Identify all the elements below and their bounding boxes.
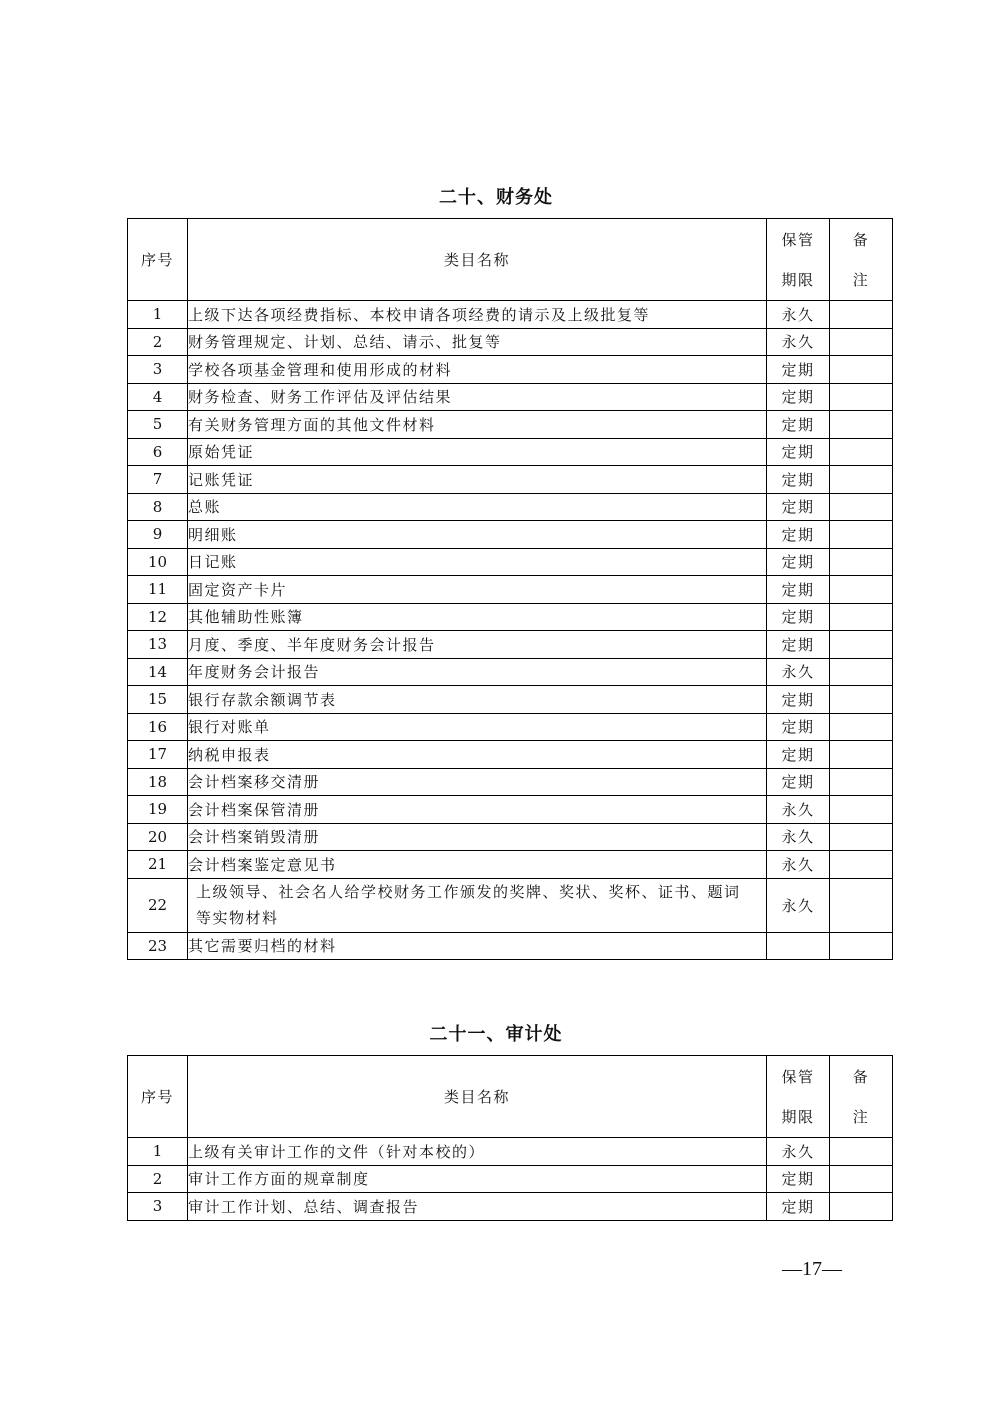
row-term: 定期 [767, 686, 830, 714]
table-header-row [128, 1056, 893, 1138]
row-num: 17 [128, 741, 188, 769]
row-num: 20 [128, 823, 188, 851]
row-note [830, 301, 893, 329]
table-row [128, 576, 893, 604]
row-num: 21 [128, 851, 188, 879]
row-num: 16 [128, 713, 188, 741]
row-term: 定期 [767, 631, 830, 659]
row-name-line2: 等实物材料 [196, 909, 279, 927]
row-num: 3 [128, 1193, 188, 1221]
row-note [830, 851, 893, 879]
row-num: 14 [128, 658, 188, 686]
row-term: 定期 [767, 713, 830, 741]
audit-records-table [127, 1055, 893, 1221]
row-term: 定期 [767, 383, 830, 411]
row-term: 定期 [767, 521, 830, 549]
header-note [830, 1056, 893, 1138]
row-name: 月度、季度、半年度财务会计报告 [188, 631, 767, 659]
row-term: 定期 [767, 466, 830, 494]
table-row [128, 301, 893, 329]
row-term: 定期 [767, 356, 830, 384]
row-note [830, 383, 893, 411]
header-term-line2: 期限 [781, 1107, 815, 1126]
row-note [830, 713, 893, 741]
table-row [128, 768, 893, 796]
header-note-line2: 注 [852, 1107, 870, 1126]
row-num: 19 [128, 796, 188, 824]
row-note [830, 548, 893, 576]
row-name: 银行对账单 [188, 713, 767, 741]
header-note-line1: 备 [852, 230, 870, 249]
row-num: 23 [128, 932, 188, 960]
row-num: 5 [128, 411, 188, 439]
row-term: 定期 [767, 768, 830, 796]
header-num: 序号 [128, 1056, 188, 1138]
row-name: 原始凭证 [188, 438, 767, 466]
row-note [830, 741, 893, 769]
row-name: 财务管理规定、计划、总结、请示、批复等 [188, 328, 767, 356]
row-name: 记账凭证 [188, 466, 767, 494]
row-num: 18 [128, 768, 188, 796]
row-num: 2 [128, 1165, 188, 1193]
table-row [128, 603, 893, 631]
table-row [128, 1193, 893, 1221]
row-name: 固定资产卡片 [188, 576, 767, 604]
table-row [128, 741, 893, 769]
row-name: 上级下达各项经费指标、本校申请各项经费的请示及上级批复等 [188, 301, 767, 329]
row-note [830, 686, 893, 714]
row-name: 学校各项基金管理和使用形成的材料 [188, 356, 767, 384]
row-num: 9 [128, 521, 188, 549]
row-note [830, 1165, 893, 1193]
row-name: 财务检查、财务工作评估及评估结果 [188, 383, 767, 411]
row-name: 会计档案保管清册 [188, 796, 767, 824]
row-name: 其它需要归档的材料 [188, 932, 767, 960]
table-row [128, 713, 893, 741]
row-name: 会计档案移交清册 [188, 768, 767, 796]
row-name: 会计档案销毁清册 [188, 823, 767, 851]
row-term: 定期 [767, 576, 830, 604]
row-note [830, 796, 893, 824]
row-term: 定期 [767, 1193, 830, 1221]
page-number: —17— [782, 1258, 842, 1280]
row-note [830, 932, 893, 960]
row-num: 6 [128, 438, 188, 466]
row-note [830, 631, 893, 659]
table-row [128, 438, 893, 466]
header-note-line2: 注 [852, 270, 870, 289]
row-name: 总账 [188, 493, 767, 521]
header-note [830, 219, 893, 301]
row-term: 定期 [767, 438, 830, 466]
table-row [128, 493, 893, 521]
table-row [128, 356, 893, 384]
row-term: 定期 [767, 548, 830, 576]
section-title-audit: 二十一、审计处 [429, 1024, 563, 1045]
table-row [128, 383, 893, 411]
row-num: 7 [128, 466, 188, 494]
row-term [767, 932, 830, 960]
row-note [830, 1193, 893, 1221]
row-term: 定期 [767, 1165, 830, 1193]
row-name-line1: 上级领导、社会名人给学校财务工作颁发的奖牌、奖状、奖杯、证书、题词 [196, 883, 741, 901]
row-note [830, 878, 893, 932]
row-num: 8 [128, 493, 188, 521]
row-term: 永久 [767, 301, 830, 329]
table-row [128, 851, 893, 879]
row-name: 审计工作方面的规章制度 [188, 1165, 767, 1193]
row-note [830, 768, 893, 796]
row-term: 定期 [767, 603, 830, 631]
row-num: 1 [128, 301, 188, 329]
table-row [128, 658, 893, 686]
row-name: 其他辅助性账簿 [188, 603, 767, 631]
row-note [830, 521, 893, 549]
row-note [830, 411, 893, 439]
row-term: 永久 [767, 878, 830, 932]
row-term: 永久 [767, 796, 830, 824]
table-row [128, 631, 893, 659]
row-num: 2 [128, 328, 188, 356]
table-row [128, 796, 893, 824]
row-name: 银行存款余额调节表 [188, 686, 767, 714]
row-note [830, 466, 893, 494]
row-num: 4 [128, 383, 188, 411]
header-term [767, 219, 830, 301]
header-term-line1: 保管 [781, 230, 815, 249]
row-term: 永久 [767, 328, 830, 356]
row-term: 永久 [767, 1138, 830, 1166]
row-name: 审计工作计划、总结、调查报告 [188, 1193, 767, 1221]
row-name [188, 878, 767, 932]
finance-records-table [127, 218, 893, 960]
row-note [830, 823, 893, 851]
table-row [128, 521, 893, 549]
header-term-line1: 保管 [781, 1067, 815, 1086]
header-note-line1: 备 [852, 1067, 870, 1086]
header-name: 类目名称 [188, 219, 767, 301]
row-name: 有关财务管理方面的其他文件材料 [188, 411, 767, 439]
row-name: 明细账 [188, 521, 767, 549]
row-term: 定期 [767, 411, 830, 439]
row-num: 11 [128, 576, 188, 604]
row-note [830, 356, 893, 384]
table-row [128, 328, 893, 356]
header-num: 序号 [128, 219, 188, 301]
row-name: 纳税申报表 [188, 741, 767, 769]
table-row [128, 411, 893, 439]
table-row [128, 1165, 893, 1193]
table-row [128, 1138, 893, 1166]
row-term: 永久 [767, 851, 830, 879]
row-num: 1 [128, 1138, 188, 1166]
table-row [128, 932, 893, 960]
row-term: 定期 [767, 741, 830, 769]
row-name: 日记账 [188, 548, 767, 576]
table-header-row [128, 219, 893, 301]
row-note [830, 603, 893, 631]
table-row [128, 548, 893, 576]
row-name: 年度财务会计报告 [188, 658, 767, 686]
table-row [128, 686, 893, 714]
row-num: 3 [128, 356, 188, 384]
row-num: 12 [128, 603, 188, 631]
row-note [830, 438, 893, 466]
row-note [830, 576, 893, 604]
section-title-finance: 二十、财务处 [439, 187, 553, 208]
row-name: 上级有关审计工作的文件（针对本校的） [188, 1138, 767, 1166]
row-term: 永久 [767, 823, 830, 851]
row-num: 13 [128, 631, 188, 659]
header-term-line2: 期限 [781, 270, 815, 289]
row-note [830, 1138, 893, 1166]
table-row [128, 466, 893, 494]
row-num: 15 [128, 686, 188, 714]
row-note [830, 493, 893, 521]
row-note [830, 328, 893, 356]
header-name: 类目名称 [188, 1056, 767, 1138]
row-num: 10 [128, 548, 188, 576]
row-term: 永久 [767, 658, 830, 686]
row-note [830, 658, 893, 686]
row-name: 会计档案鉴定意见书 [188, 851, 767, 879]
table-row [128, 878, 893, 932]
table-row [128, 823, 893, 851]
header-term [767, 1056, 830, 1138]
row-num: 22 [128, 878, 188, 932]
row-term: 定期 [767, 493, 830, 521]
